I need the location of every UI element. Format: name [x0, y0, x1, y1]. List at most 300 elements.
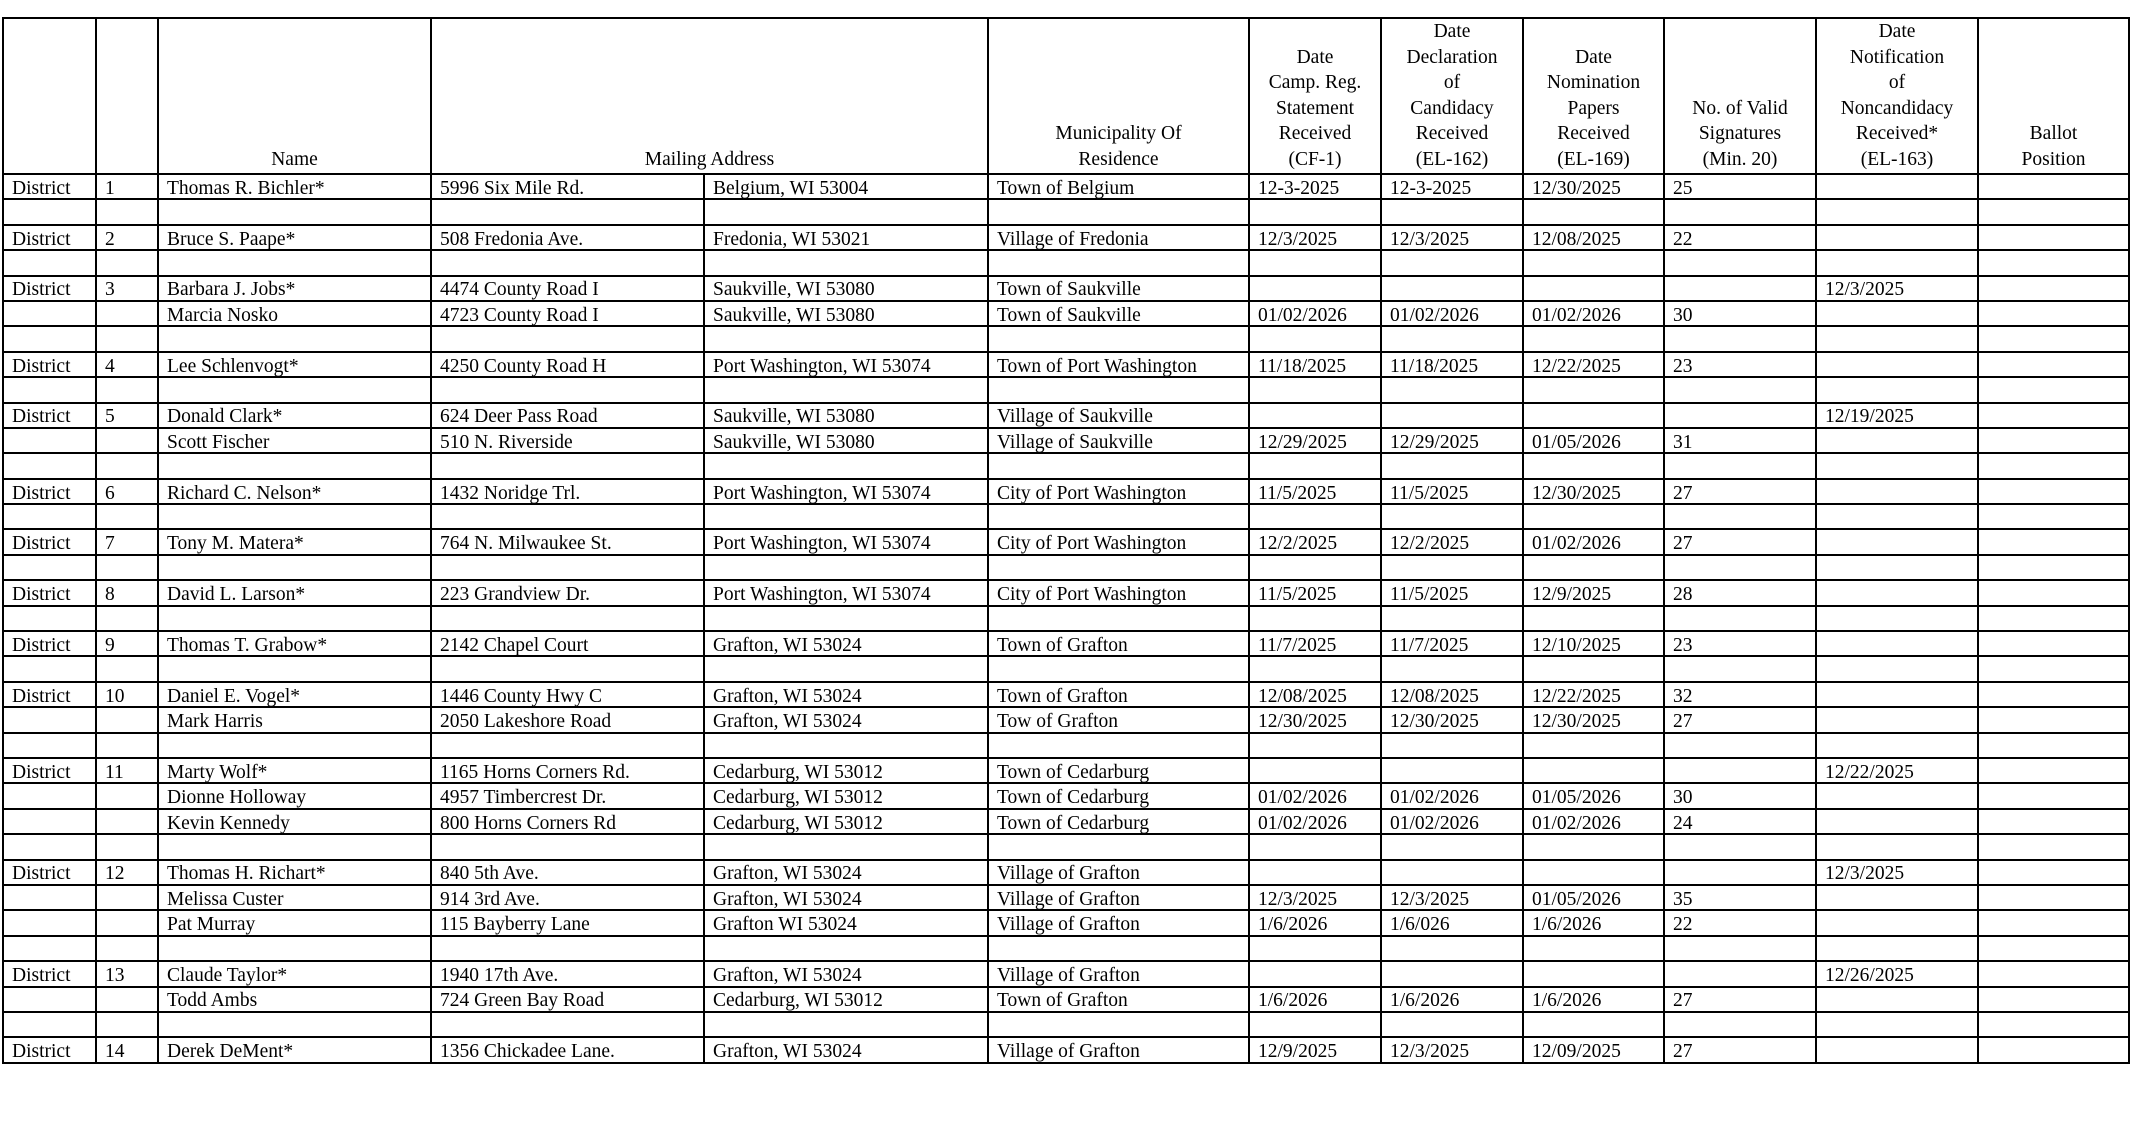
- el163-date-cell: [1816, 936, 1978, 961]
- district-cell: District: [3, 1037, 96, 1062]
- cf1-date-cell: [1249, 377, 1381, 402]
- municipality-cell: Village of Grafton: [988, 885, 1249, 910]
- district-number-cell: 9: [96, 631, 158, 656]
- district-number-cell: [96, 428, 158, 453]
- candidate-name-cell: Mark Harris: [158, 707, 431, 732]
- el162-date-cell: 11/7/2025: [1381, 631, 1523, 656]
- el169-date-cell: 12/30/2025: [1523, 479, 1664, 504]
- cf1-date-cell: [1249, 758, 1381, 783]
- el163-date-cell: [1816, 555, 1978, 580]
- cf1-date-cell: [1249, 834, 1381, 859]
- street-address-cell: [431, 326, 704, 351]
- candidate-name-cell: [158, 1012, 431, 1037]
- el162-date-cell: [1381, 834, 1523, 859]
- district-number-cell: [96, 783, 158, 808]
- header-line: Noncandidacy: [1840, 97, 1954, 119]
- street-address-cell: [431, 656, 704, 681]
- el163-date-cell: 12/19/2025: [1816, 403, 1978, 428]
- el163-date-cell: [1816, 225, 1978, 250]
- candidate-row: [3, 276, 2129, 301]
- district-number-cell: 2: [96, 225, 158, 250]
- street-address-cell: 800 Horns Corners Rd: [431, 809, 704, 834]
- header-mailing-address-label: Mailing Address: [644, 148, 775, 170]
- header-mailing-address: [431, 18, 988, 174]
- el163-date-cell: [1816, 504, 1978, 529]
- ballot-position-cell: [1978, 936, 2129, 961]
- street-address-cell: [431, 250, 704, 275]
- header-line: Signatures: [1698, 123, 1782, 144]
- candidate-name-cell: [158, 453, 431, 478]
- header-line: Declaration: [1406, 46, 1498, 68]
- spacer-row: [3, 936, 2129, 961]
- district-cell: District: [3, 682, 96, 707]
- el163-date-cell: [1816, 631, 1978, 656]
- signatures-cell: [1664, 733, 1816, 758]
- candidate-name-cell: [158, 250, 431, 275]
- district-cell: [3, 504, 96, 529]
- el162-date-cell: [1381, 403, 1523, 428]
- candidate-name-cell: Lee Schlenvogt*: [158, 352, 431, 377]
- el162-date-cell: 12/29/2025: [1381, 428, 1523, 453]
- street-address-cell: 2142 Chapel Court: [431, 631, 704, 656]
- candidate-name-cell: Thomas H. Richart*: [158, 860, 431, 885]
- cf1-date-cell: [1249, 860, 1381, 885]
- municipality-cell: [988, 606, 1249, 631]
- header-line: Received: [1278, 123, 1352, 144]
- el163-date-cell: [1816, 326, 1978, 351]
- district-number-cell: [96, 733, 158, 758]
- street-address-cell: [431, 453, 704, 478]
- cf1-date-cell: [1249, 453, 1381, 478]
- cf1-date-cell: 11/5/2025: [1249, 479, 1381, 504]
- candidate-name-cell: [158, 504, 431, 529]
- el163-date-cell: [1816, 1037, 1978, 1062]
- candidate-row: [3, 352, 2129, 377]
- signatures-cell: 32: [1664, 682, 1816, 707]
- header-signatures: [1664, 18, 1816, 174]
- header-name-label: Name: [271, 148, 318, 170]
- street-address-cell: 840 5th Ave.: [431, 860, 704, 885]
- header-line: Date: [1433, 21, 1471, 42]
- header-line: Notification: [1849, 46, 1945, 68]
- district-number-cell: [96, 656, 158, 681]
- municipality-cell: Town of Cedarburg: [988, 758, 1249, 783]
- municipality-cell: [988, 377, 1249, 402]
- street-address-cell: [431, 936, 704, 961]
- header-line: (CF-1): [1288, 148, 1342, 170]
- city-state-zip-cell: Cedarburg, WI 53012: [704, 809, 988, 834]
- signatures-cell: 22: [1664, 225, 1816, 250]
- city-state-zip-cell: Cedarburg, WI 53012: [704, 987, 988, 1012]
- candidate-row: [3, 174, 2129, 199]
- spacer-row: [3, 377, 2129, 402]
- spacer-row: [3, 555, 2129, 580]
- municipality-cell: City of Port Washington: [988, 529, 1249, 554]
- el162-date-cell: [1381, 860, 1523, 885]
- el169-date-cell: 12/09/2025: [1523, 1037, 1664, 1062]
- el162-date-cell: 12/2/2025: [1381, 529, 1523, 554]
- street-address-cell: [431, 377, 704, 402]
- ballot-position-cell: [1978, 479, 2129, 504]
- header-line: Papers: [1567, 97, 1620, 119]
- candidate-row: [3, 1037, 2129, 1062]
- el163-date-cell: [1816, 580, 1978, 605]
- spacer-row: [3, 504, 2129, 529]
- el162-date-cell: 12/08/2025: [1381, 682, 1523, 707]
- header-line: Received: [1557, 123, 1630, 144]
- cf1-date-cell: 12/3/2025: [1249, 885, 1381, 910]
- header-line: Ballot: [2029, 123, 2078, 144]
- header-line: Camp. Reg.: [1268, 72, 1362, 93]
- city-state-zip-cell: Saukville, WI 53080: [704, 403, 988, 428]
- municipality-cell: [988, 656, 1249, 681]
- ballot-position-cell: [1978, 529, 2129, 554]
- el163-date-cell: 12/3/2025: [1816, 276, 1978, 301]
- district-cell: [3, 834, 96, 859]
- cf1-date-cell: [1249, 276, 1381, 301]
- district-number-cell: 14: [96, 1037, 158, 1062]
- city-state-zip-cell: Grafton, WI 53024: [704, 707, 988, 732]
- candidate-table: [2, 17, 2130, 1064]
- street-address-cell: 624 Deer Pass Road: [431, 403, 704, 428]
- district-number-cell: [96, 987, 158, 1012]
- cf1-date-cell: [1249, 733, 1381, 758]
- ballot-position-cell: [1978, 555, 2129, 580]
- municipality-cell: Village of Grafton: [988, 1037, 1249, 1062]
- el163-date-cell: [1816, 707, 1978, 732]
- el169-date-cell: 1/6/2026: [1523, 987, 1664, 1012]
- cf1-date-cell: 12/08/2025: [1249, 682, 1381, 707]
- cf1-date-cell: 1/6/2026: [1249, 910, 1381, 935]
- el169-date-cell: 01/02/2026: [1523, 529, 1664, 554]
- el169-date-cell: [1523, 199, 1664, 224]
- candidate-name-cell: Thomas R. Bichler*: [158, 174, 431, 199]
- el163-date-cell: [1816, 174, 1978, 199]
- ballot-position-cell: [1978, 377, 2129, 402]
- district-number-cell: 6: [96, 479, 158, 504]
- el169-date-cell: [1523, 936, 1664, 961]
- header-line: No. of Valid: [1692, 97, 1788, 119]
- signatures-cell: 27: [1664, 529, 1816, 554]
- district-number-cell: [96, 885, 158, 910]
- signatures-cell: [1664, 1012, 1816, 1037]
- header-line: Date: [1296, 46, 1334, 68]
- spacer-row: [3, 606, 2129, 631]
- el162-date-cell: 12/30/2025: [1381, 707, 1523, 732]
- district-cell: District: [3, 631, 96, 656]
- municipality-cell: [988, 834, 1249, 859]
- el162-date-cell: [1381, 961, 1523, 986]
- candidate-row: [3, 961, 2129, 986]
- el163-date-cell: 12/22/2025: [1816, 758, 1978, 783]
- signatures-cell: 22: [1664, 910, 1816, 935]
- spacer-row: [3, 326, 2129, 351]
- el169-date-cell: 12/22/2025: [1523, 352, 1664, 377]
- city-state-zip-cell: Grafton, WI 53024: [704, 682, 988, 707]
- ballot-position-cell: [1978, 225, 2129, 250]
- district-cell: District: [3, 403, 96, 428]
- header-line: Date: [1575, 46, 1612, 68]
- el162-date-cell: [1381, 504, 1523, 529]
- header-line: (Min. 20): [1702, 148, 1778, 170]
- street-address-cell: 1432 Noridge Trl.: [431, 479, 704, 504]
- candidate-name-cell: Bruce S. Paape*: [158, 225, 431, 250]
- header-line: Received: [1415, 123, 1489, 144]
- candidate-name-cell: Tony M. Matera*: [158, 529, 431, 554]
- district-cell: [3, 936, 96, 961]
- city-state-zip-cell: Port Washington, WI 53074: [704, 529, 988, 554]
- candidate-name-cell: Richard C. Nelson*: [158, 479, 431, 504]
- district-cell: District: [3, 961, 96, 986]
- municipality-cell: City of Port Washington: [988, 479, 1249, 504]
- el162-date-cell: [1381, 453, 1523, 478]
- municipality-cell: Town of Saukville: [988, 276, 1249, 301]
- el163-date-cell: [1816, 783, 1978, 808]
- cf1-date-cell: [1249, 936, 1381, 961]
- signatures-cell: [1664, 250, 1816, 275]
- ballot-position-cell: [1978, 352, 2129, 377]
- signatures-cell: 23: [1664, 631, 1816, 656]
- municipality-cell: Town of Grafton: [988, 631, 1249, 656]
- district-cell: [3, 733, 96, 758]
- el162-date-cell: 12-3-2025: [1381, 174, 1523, 199]
- municipality-cell: Town of Belgium: [988, 174, 1249, 199]
- municipality-cell: [988, 326, 1249, 351]
- city-state-zip-cell: Saukville, WI 53080: [704, 428, 988, 453]
- street-address-cell: 510 N. Riverside: [431, 428, 704, 453]
- city-state-zip-cell: Fredonia, WI 53021: [704, 225, 988, 250]
- district-number-cell: [96, 555, 158, 580]
- header-line: Nomination: [1546, 72, 1641, 93]
- district-cell: District: [3, 174, 96, 199]
- city-state-zip-cell: Grafton, WI 53024: [704, 1037, 988, 1062]
- ballot-position-cell: [1978, 174, 2129, 199]
- spacer-row: [3, 250, 2129, 275]
- district-cell: [3, 885, 96, 910]
- candidate-row: [3, 428, 2129, 453]
- el163-date-cell: [1816, 910, 1978, 935]
- el169-date-cell: [1523, 377, 1664, 402]
- el169-date-cell: 12/9/2025: [1523, 580, 1664, 605]
- el162-date-cell: [1381, 656, 1523, 681]
- candidate-row: [3, 809, 2129, 834]
- el162-date-cell: 1/6/2026: [1381, 987, 1523, 1012]
- ballot-position-cell: [1978, 733, 2129, 758]
- el169-date-cell: 1/6/2026: [1523, 910, 1664, 935]
- ballot-position-cell: [1978, 276, 2129, 301]
- ballot-position-cell: [1978, 606, 2129, 631]
- header-line: Date: [1878, 21, 1916, 42]
- cf1-date-cell: [1249, 250, 1381, 275]
- candidate-row: [3, 885, 2129, 910]
- district-number-cell: 7: [96, 529, 158, 554]
- municipality-cell: [988, 936, 1249, 961]
- signatures-cell: 31: [1664, 428, 1816, 453]
- district-number-cell: [96, 377, 158, 402]
- header-line: (EL-163): [1860, 148, 1934, 170]
- municipality-cell: Village of Grafton: [988, 961, 1249, 986]
- el162-date-cell: [1381, 733, 1523, 758]
- ballot-position-cell: [1978, 250, 2129, 275]
- header-line: Received*: [1855, 123, 1939, 144]
- street-address-cell: 2050 Lakeshore Road: [431, 707, 704, 732]
- signatures-cell: [1664, 860, 1816, 885]
- district-cell: [3, 453, 96, 478]
- signatures-cell: 27: [1664, 1037, 1816, 1062]
- district-number-cell: [96, 504, 158, 529]
- street-address-cell: 115 Bayberry Lane: [431, 910, 704, 935]
- el163-date-cell: [1816, 733, 1978, 758]
- street-address-cell: 4474 County Road I: [431, 276, 704, 301]
- spacer-row: [3, 733, 2129, 758]
- el169-date-cell: [1523, 758, 1664, 783]
- candidate-name-cell: Melissa Custer: [158, 885, 431, 910]
- el162-date-cell: [1381, 199, 1523, 224]
- cf1-date-cell: [1249, 606, 1381, 631]
- street-address-cell: 508 Fredonia Ave.: [431, 225, 704, 250]
- el163-date-cell: [1816, 809, 1978, 834]
- street-address-cell: 1165 Horns Corners Rd.: [431, 758, 704, 783]
- candidate-row: [3, 987, 2129, 1012]
- candidate-name-cell: Thomas T. Grabow*: [158, 631, 431, 656]
- header-line: (EL-162): [1415, 148, 1489, 170]
- ballot-position-cell: [1978, 961, 2129, 986]
- cf1-date-cell: 12/9/2025: [1249, 1037, 1381, 1062]
- el169-date-cell: [1523, 326, 1664, 351]
- signatures-cell: 23: [1664, 352, 1816, 377]
- ballot-position-cell: [1978, 758, 2129, 783]
- municipality-cell: [988, 504, 1249, 529]
- district-number-cell: [96, 199, 158, 224]
- city-state-zip-cell: [704, 656, 988, 681]
- district-cell: [3, 250, 96, 275]
- ballot-position-cell: [1978, 809, 2129, 834]
- district-cell: District: [3, 352, 96, 377]
- el169-date-cell: [1523, 961, 1664, 986]
- ballot-position-cell: [1978, 910, 2129, 935]
- ballot-position-cell: [1978, 199, 2129, 224]
- cf1-date-cell: 12/29/2025: [1249, 428, 1381, 453]
- district-cell: [3, 606, 96, 631]
- municipality-cell: [988, 1012, 1249, 1037]
- cf1-date-cell: [1249, 961, 1381, 986]
- header-line: of: [1888, 72, 1906, 93]
- el169-date-cell: [1523, 733, 1664, 758]
- el163-date-cell: 12/26/2025: [1816, 961, 1978, 986]
- el169-date-cell: 12/22/2025: [1523, 682, 1664, 707]
- candidate-name-cell: Dionne Holloway: [158, 783, 431, 808]
- city-state-zip-cell: Grafton, WI 53024: [704, 885, 988, 910]
- district-cell: District: [3, 860, 96, 885]
- street-address-cell: 4250 County Road H: [431, 352, 704, 377]
- city-state-zip-cell: [704, 834, 988, 859]
- city-state-zip-cell: [704, 733, 988, 758]
- signatures-cell: 35: [1664, 885, 1816, 910]
- candidate-row: [3, 403, 2129, 428]
- city-state-zip-cell: Port Washington, WI 53074: [704, 352, 988, 377]
- candidate-name-cell: [158, 377, 431, 402]
- municipality-cell: [988, 250, 1249, 275]
- el162-date-cell: [1381, 1012, 1523, 1037]
- city-state-zip-cell: Cedarburg, WI 53012: [704, 783, 988, 808]
- candidate-name-cell: Marcia Nosko: [158, 301, 431, 326]
- district-number-cell: 1: [96, 174, 158, 199]
- el169-date-cell: 01/02/2026: [1523, 301, 1664, 326]
- signatures-cell: [1664, 504, 1816, 529]
- signatures-cell: 25: [1664, 174, 1816, 199]
- street-address-cell: 1356 Chickadee Lane.: [431, 1037, 704, 1062]
- el163-date-cell: [1816, 682, 1978, 707]
- district-number-cell: 10: [96, 682, 158, 707]
- cf1-date-cell: [1249, 326, 1381, 351]
- city-state-zip-cell: Grafton, WI 53024: [704, 860, 988, 885]
- candidate-row: [3, 783, 2129, 808]
- candidate-name-cell: [158, 936, 431, 961]
- street-address-cell: [431, 1012, 704, 1037]
- district-cell: District: [3, 758, 96, 783]
- ballot-position-cell: [1978, 631, 2129, 656]
- candidate-row: [3, 631, 2129, 656]
- signatures-cell: [1664, 453, 1816, 478]
- header-el162: [1381, 18, 1523, 174]
- candidate-name-cell: Claude Taylor*: [158, 961, 431, 986]
- spacer-row: [3, 453, 2129, 478]
- candidate-name-cell: [158, 606, 431, 631]
- header-line: (EL-169): [1557, 148, 1630, 170]
- candidate-name-cell: [158, 326, 431, 351]
- signatures-cell: 27: [1664, 707, 1816, 732]
- ballot-position-cell: [1978, 885, 2129, 910]
- municipality-cell: Town of Grafton: [988, 987, 1249, 1012]
- district-cell: [3, 707, 96, 732]
- signatures-cell: [1664, 199, 1816, 224]
- cf1-date-cell: [1249, 504, 1381, 529]
- signatures-cell: [1664, 403, 1816, 428]
- district-cell: District: [3, 276, 96, 301]
- el162-date-cell: 12/3/2025: [1381, 1037, 1523, 1062]
- district-number-cell: 5: [96, 403, 158, 428]
- signatures-cell: [1664, 834, 1816, 859]
- municipality-cell: City of Port Washington: [988, 580, 1249, 605]
- city-state-zip-cell: Port Washington, WI 53074: [704, 479, 988, 504]
- el169-date-cell: [1523, 606, 1664, 631]
- municipality-cell: [988, 453, 1249, 478]
- street-address-cell: [431, 555, 704, 580]
- city-state-zip-cell: [704, 606, 988, 631]
- cf1-date-cell: 1/6/2026: [1249, 987, 1381, 1012]
- street-address-cell: 1446 County Hwy C: [431, 682, 704, 707]
- municipality-cell: Town of Port Washington: [988, 352, 1249, 377]
- street-address-cell: 1940 17th Ave.: [431, 961, 704, 986]
- district-cell: District: [3, 529, 96, 554]
- cf1-date-cell: 12/2/2025: [1249, 529, 1381, 554]
- el163-date-cell: [1816, 428, 1978, 453]
- el162-date-cell: 01/02/2026: [1381, 809, 1523, 834]
- cf1-date-cell: [1249, 555, 1381, 580]
- district-number-cell: [96, 834, 158, 859]
- district-number-cell: [96, 707, 158, 732]
- el169-date-cell: [1523, 250, 1664, 275]
- el162-date-cell: 01/02/2026: [1381, 783, 1523, 808]
- ballot-position-cell: [1978, 453, 2129, 478]
- el169-date-cell: 01/05/2026: [1523, 428, 1664, 453]
- street-address-cell: [431, 606, 704, 631]
- header-el163: [1816, 18, 1978, 174]
- street-address-cell: [431, 834, 704, 859]
- municipality-cell: Village of Grafton: [988, 860, 1249, 885]
- district-number-cell: 11: [96, 758, 158, 783]
- signatures-cell: 24: [1664, 809, 1816, 834]
